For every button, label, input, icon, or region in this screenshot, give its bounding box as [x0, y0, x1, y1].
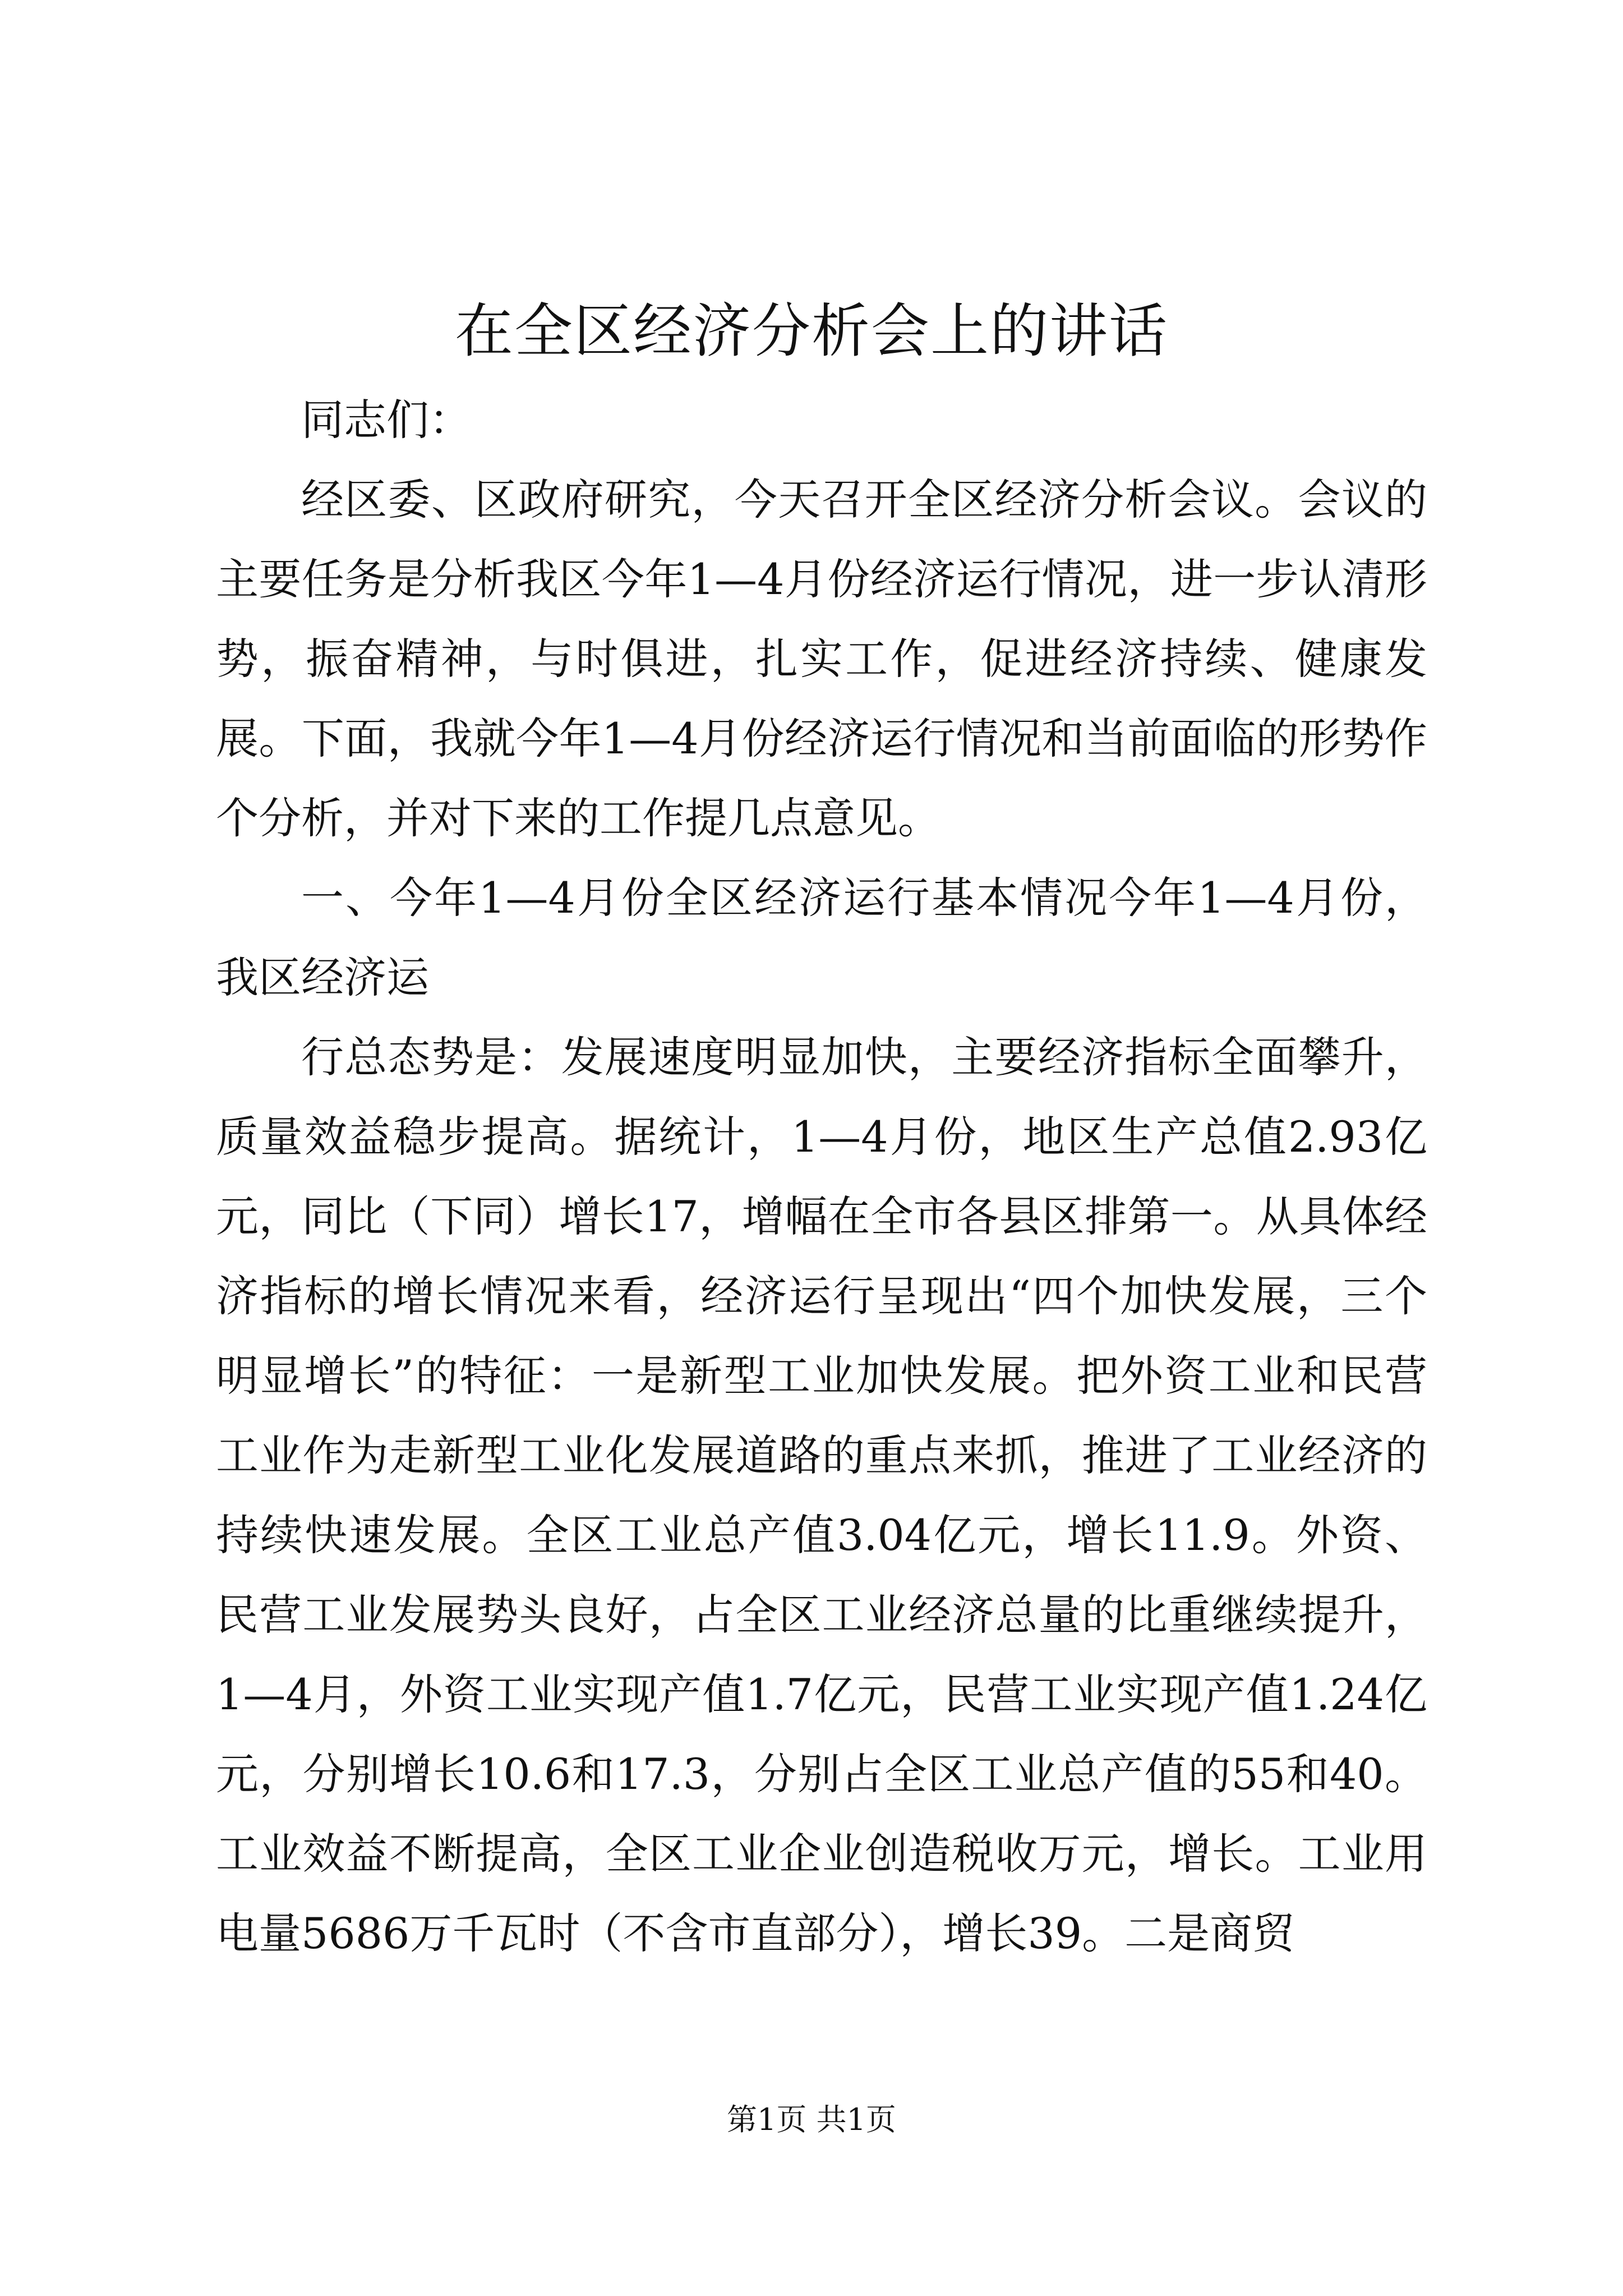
paragraph-overview: 行总态势是：发展速度明显加快，主要经济指标全面攀升，质量效益稳步提高。据统计，1—4月份，地区生产总值2.93亿元，同比（下同）增长17，增幅在全市各县区排第一。从具体经济指标的增长情况来看，经济运行呈现出“四个加快发展，三个明显增长”的特征：一是新型工业加快发展。把外资工业和民营工业作为走新型工业化发展道路的重点来抓，推进了工业经济的持续快速发展。全区工业总产值3.04亿元，增长11.9。外资、民营工业发展势头良好，占全区工业经济总量的比重继续提升，1—4月，外资工业实现产值1.7亿元，民营工业实现产值1.24亿元，分别增长10.6和17.3，分别占全区工业总产值的55和40。工业效益不断提高，全区工业企业创造税收万元，增长。工业用电量5686万千瓦时（不含市直部分），增长39。二是商贸	[216, 1032, 1427, 1958]
page-footer: 第1页 共1页	[727, 2102, 896, 2137]
document-title: 在全区经济分析会上的讲话	[454, 297, 1168, 365]
paragraph-section-one-heading: 一、今年1—4月份全区经济运行基本情况今年1—4月份，我区经济运	[216, 873, 1427, 1002]
document-body	[216, 380, 1427, 1973]
paragraph-intro: 经区委、区政府研究，今天召开全区经济分析会议。会议的主要任务是分析我区今年1—4月份经济运行情况，进一步认清形势，振奋精神，与时俱进，扎实工作，促进经济持续、健康发展。下面，我就今年1—4月份经济运行情况和当前面临的形势作个分析，并对下来的工作提几点意见。	[216, 475, 1427, 843]
salutation: 同志们：	[301, 395, 472, 445]
